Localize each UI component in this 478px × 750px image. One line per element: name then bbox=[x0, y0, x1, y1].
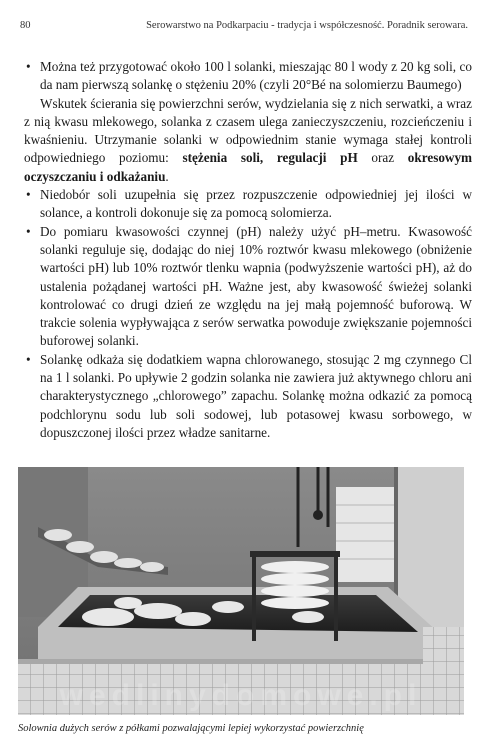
page-header bbox=[20, 20, 468, 38]
brine-room-photo bbox=[18, 467, 464, 715]
page-number: 80 bbox=[20, 20, 31, 31]
bullet-salt-refill: • Niedobór soli uzupełnia się przez rozpuszczenie odpowiedniej jej ilości w solance, a kontroli dokonuje się za pomocą solomierza. bbox=[24, 186, 472, 223]
bullet-brine-preparation: • Można też przygotować około 100 l solanki, mieszając 80 l wody z 20 kg soli, co da nam pierwszą solankę o stężeniu 20% (czyli 20°Bé na solomierzu Baumego) bbox=[24, 58, 472, 95]
watermark-text: wedlinydomowe.pl bbox=[59, 679, 423, 712]
figure-caption: Solownia dużych serów z półkami pozwalającymi lepiej wykorzystać powierzchnię bbox=[18, 723, 364, 734]
body-text bbox=[24, 58, 472, 442]
running-title: Serowarstwo na Podkarpaciu - tradycja i współczesność. Poradnik serowara. bbox=[146, 20, 468, 31]
bold-salt-concentration: stężenia soli bbox=[182, 150, 260, 166]
bold-cleaning-disinfection: okresowym oczyszczaniu i odkażaniu bbox=[24, 150, 473, 184]
brine-room-illustration bbox=[18, 467, 464, 715]
bullet-disinfection: • Solankę odkaża się dodatkiem wapna chlorowanego, stosując 2 mg czynnego Cl na 1 l solanki. Po upływie 2 godzin solanka nie zawiera już aktywnego chloru ani charakterystycznego „chlorowego” zapachu. Solankę można odkazić za pomocą podchlorynu sodu lub soli sodowej, lub potasowej kwasu sorbowego, w dopuszczonej ilości przez władze sanitarne. bbox=[24, 351, 472, 442]
paragraph-brine-maintenance: Wskutek ścierania się powierzchni serów, wydzielania się z nich serwatki, a wraz z nią kwasu mlekowego, solanka z czasem ulega zanieczyszczeniu, rozcieńczeniu i kwaśnieniu. Utrzymanie solanki w odpowiednim stanie wymaga stałej kontroli odpowiedniego poziomu: stężenia soli, regulacji pH oraz okresowym oczyszczaniu i odkażaniu. bbox=[24, 95, 473, 184]
bullet-ph-measurement: • Do pomiaru kwasowości czynnej (pH) należy użyć pH–metru. Kwasowość solanki reguluje się, dodając do niej 10% roztwór kwasu mlekowego (obniżenie wartości pH) lub 10% roztwór tlenku wapnia (podwyższenie wartości pH), aż do ustalenia pożądanej wartości pH. Ważne jest, aby kwasowość świeżej solanki kontrolować co drugi dzień ze względu na jej małą pojemność buforową. W trakcie solenia wypływająca z serów serwatka powoduje zwiększanie pojemności buforowej solanki. bbox=[24, 223, 472, 351]
bold-ph-regulation: regulacji pH bbox=[276, 150, 358, 166]
